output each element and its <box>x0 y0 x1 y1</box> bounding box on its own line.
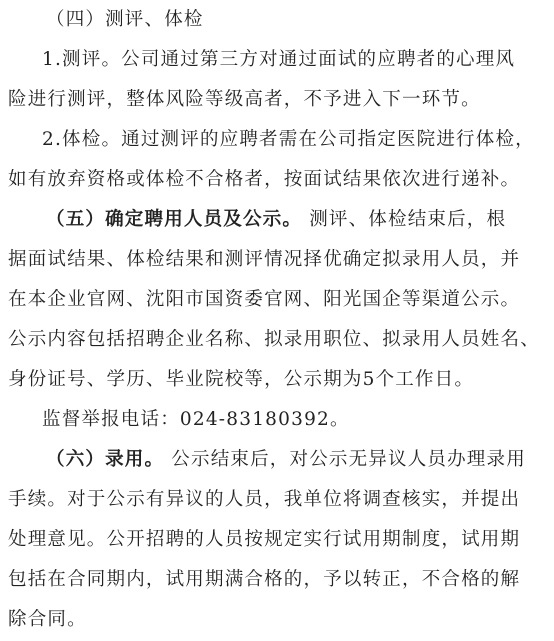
hotline-line <box>42 408 350 432</box>
paragraph-text: 险进行测评，整体风险等级高者，不予进入下一环节。 <box>8 89 481 110</box>
paragraph-text: 测评、体检结束后，根 <box>309 209 507 230</box>
section-4-heading-text: （四）测评、体检 <box>46 9 204 30</box>
section-6-line-4 <box>8 568 520 592</box>
section-4-heading <box>46 8 204 32</box>
section-5-line-2 <box>8 248 520 272</box>
paragraph-text: 1.测评。公司通过第三方对通过面试的应聘者的心理风 <box>42 49 516 70</box>
section-5-heading: （五）确定聘用人员及公示。 <box>46 209 303 230</box>
paragraph-text: 除合同。 <box>8 609 87 630</box>
section-5-line-5 <box>8 368 474 392</box>
section-5-line-1 <box>46 208 506 232</box>
section-4-item-2-line-1 <box>42 128 535 152</box>
paragraph-text: 处理意见。公开招聘的人员按规定实行试用期制度，试用期 <box>8 529 521 550</box>
paragraph-text: 2.体检。通过测评的应聘者需在公司指定医院进行体检， <box>42 129 535 150</box>
hotline-text: 监督举报电话：024-83180392。 <box>42 409 350 430</box>
paragraph-text: 公示结束后，对公示无异议人员办理录用 <box>171 449 526 470</box>
section-4-item-1-line-1 <box>42 48 515 72</box>
paragraph-text: 手续。对于公示有异议的人员，我单位将调查核实，并提出 <box>8 489 521 510</box>
section-5-line-3 <box>8 288 520 312</box>
paragraph-text: 如有放弃资格或体检不合格者，按面试结果依次进行递补。 <box>8 169 521 190</box>
section-5-line-4 <box>8 328 540 352</box>
paragraph-text: 包括在合同期内，试用期满合格的，予以转正，不合格的解 <box>8 569 521 590</box>
section-4-item-2-line-2 <box>8 168 520 192</box>
section-6-line-3 <box>8 528 520 552</box>
section-6-line-2 <box>8 488 520 512</box>
paragraph-text: 公示内容包括招聘企业名称、拟录用职位、拟录用人员姓名、 <box>8 329 540 350</box>
section-6-line-5 <box>8 608 87 632</box>
section-4-item-1-line-2 <box>8 88 481 112</box>
section-6-line-1 <box>46 448 526 472</box>
paragraph-text: 据面试结果、体检结果和测评情况择优确定拟录用人员，并 <box>8 249 521 270</box>
section-6-heading: （六）录用。 <box>46 449 165 470</box>
paragraph-text: 身份证号、学历、毕业院校等，公示期为5个工作日。 <box>8 369 475 390</box>
paragraph-text: 在本企业官网、沈阳市国资委官网、阳光国企等渠道公示。 <box>8 289 521 310</box>
